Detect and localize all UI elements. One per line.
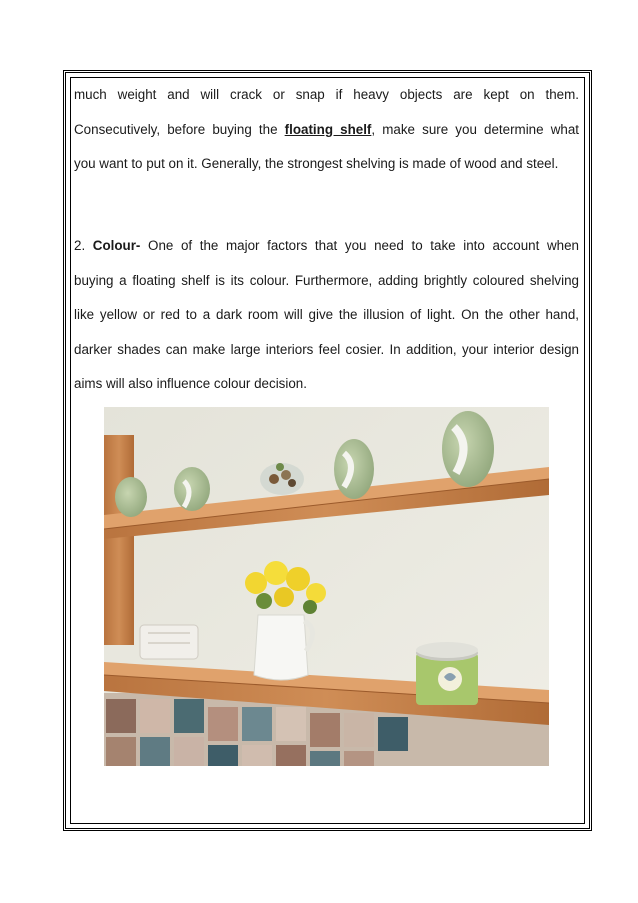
text-line: [74, 229, 579, 264]
text-fragment: Consecutively, before buying the: [74, 121, 285, 137]
list-number: 2.: [74, 238, 86, 253]
text-line: [74, 113, 579, 148]
shelf-photo: [104, 407, 549, 766]
text-line: much weight and will crack or snap if heavy objects are kept on them.: [74, 87, 579, 102]
text-fragment: One of the major factors that you need to take into account when: [140, 238, 579, 253]
paragraph-colour: [74, 229, 579, 402]
text-line: darker shades can make large interiors feel cosier. In addition, your interior design: [74, 341, 579, 357]
text-line: aims will also influence colour decision.: [74, 376, 307, 392]
paragraph-weight: [74, 78, 579, 182]
text-line: like yellow or red to a dark room will give the illusion of light. On the other hand,: [74, 307, 579, 323]
section-heading: Colour-: [92, 238, 141, 253]
floating-shelf-link[interactable]: floating shelf: [284, 121, 372, 137]
text-fragment: , make sure you determine what: [371, 121, 579, 137]
text-line: buying a floating shelf is its colour. Furthermore, adding brightly coloured shelving: [74, 272, 579, 288]
text-line: you want to put on it. Generally, the strongest shelving is made of wood and steel.: [74, 156, 559, 172]
wooden-post: [104, 435, 134, 645]
